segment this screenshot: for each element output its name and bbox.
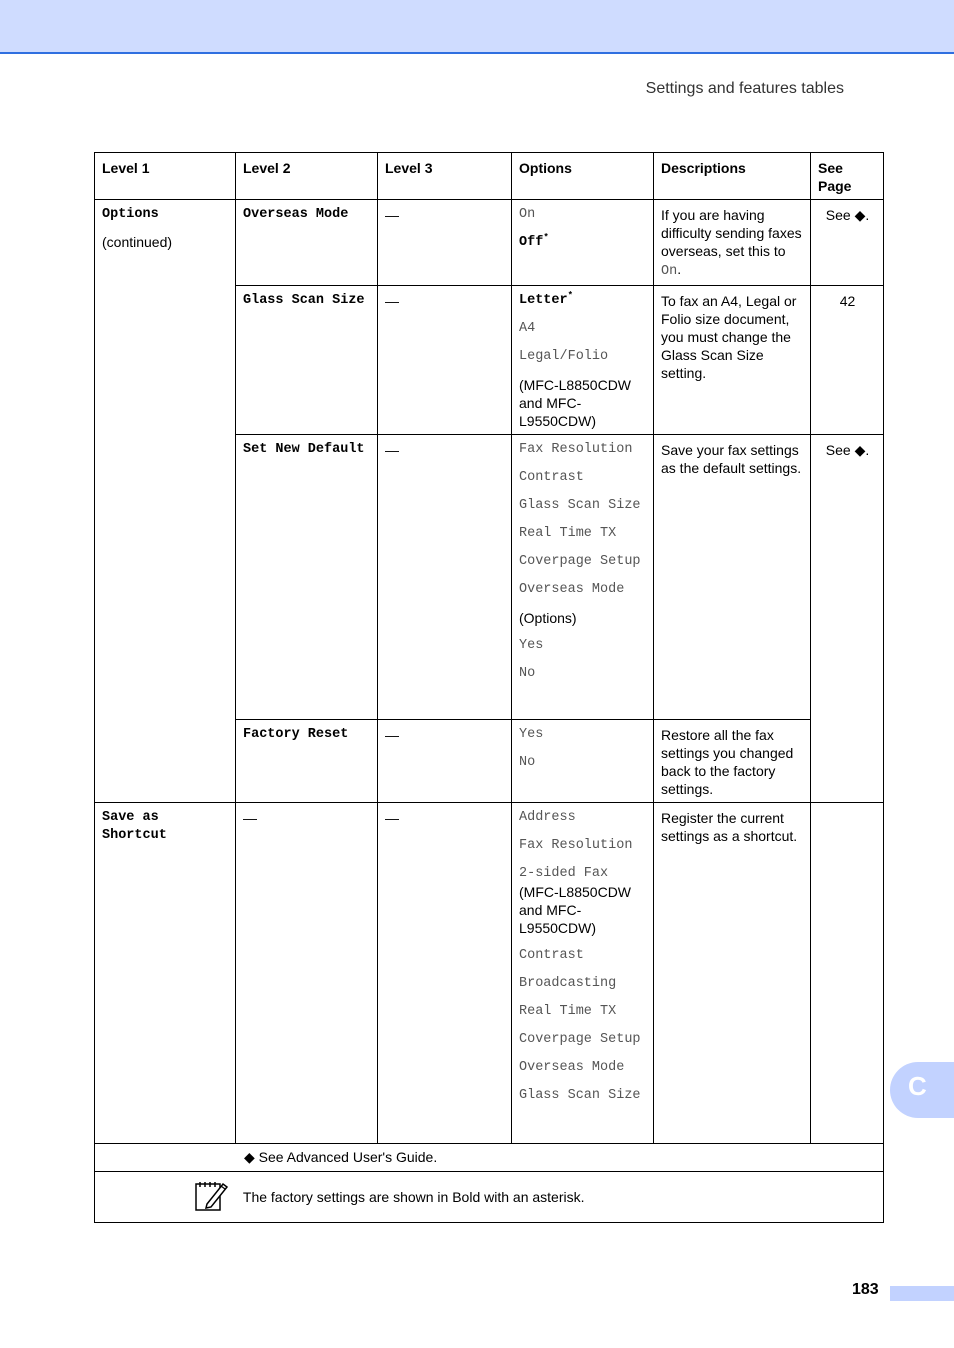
level2-cell (236, 720, 378, 803)
see-page-cell: See ◆. (811, 435, 884, 803)
option-item: Yes (519, 638, 544, 653)
options-cell (512, 803, 654, 1144)
level1-continued: (continued) (102, 234, 173, 250)
option-item: Broadcasting (519, 976, 617, 991)
level2-label: Set New Default (243, 442, 365, 457)
footnote-row (95, 1144, 884, 1172)
settings-table (94, 152, 884, 1223)
header-level3: Level 3 (378, 153, 512, 200)
level2-cell (236, 286, 378, 435)
level1-options-label: Options (102, 207, 159, 222)
description-code: On (661, 264, 678, 279)
level2-cell (236, 435, 378, 720)
see-page-cell (811, 803, 884, 1144)
see-page-cell: See ◆. (811, 200, 884, 286)
option-item: Fax Resolution (519, 442, 633, 457)
description-cell: Save your fax settings as the default settings. (654, 435, 811, 720)
option-item: Contrast (519, 470, 584, 485)
option-item: Glass Scan Size (519, 1088, 641, 1103)
description-cell: To fax an A4, Legal or Folio size document, you must change the Glass Scan Size setting. (654, 286, 811, 435)
table-row (95, 803, 884, 1144)
page-number-bar (890, 1286, 954, 1301)
option-item: Yes (519, 727, 544, 742)
option-item: Contrast (519, 948, 584, 963)
default-asterisk: * (543, 232, 549, 243)
header-descriptions: Descriptions (654, 153, 811, 200)
level2-cell: — (236, 803, 378, 1144)
level2-cell (236, 200, 378, 286)
footnote-text: ◆ See Advanced User's Guide. (244, 1149, 438, 1165)
option-item: Real Time TX (519, 526, 617, 541)
level3-cell: — (378, 286, 512, 435)
option-item: Glass Scan Size (519, 498, 641, 513)
header-see-page (811, 153, 884, 200)
header-level1: Level 1 (95, 153, 236, 200)
description-text: If you are having difficulty sending faxes overseas, set this to (661, 207, 802, 259)
option-item-label: Letter (519, 293, 568, 308)
table-header-row (95, 153, 884, 200)
header-see: See (818, 160, 843, 176)
options-cell (512, 435, 654, 720)
option-item: Address (519, 810, 576, 825)
table-row (95, 200, 884, 286)
level2-label: Factory Reset (243, 727, 349, 742)
option-item: Overseas Mode (519, 1060, 625, 1075)
option-item-label: Off (519, 235, 544, 250)
option-item: Coverpage Setup (519, 1032, 641, 1047)
pencil-note-icon (193, 1178, 229, 1216)
option-item: No (519, 755, 536, 770)
option-item: On (519, 207, 536, 222)
note-row (95, 1172, 884, 1223)
option-item-default (519, 292, 647, 310)
level1-shortcut-cell (95, 803, 236, 1144)
options-note: (Options) (519, 610, 577, 626)
option-item: A4 (519, 321, 536, 336)
description-end: . (677, 261, 682, 277)
header-options: Options (512, 153, 654, 200)
description-cell: Register the current settings as a shortcut. (654, 803, 811, 1144)
option-item: Coverpage Setup (519, 554, 641, 569)
options-cell (512, 720, 654, 803)
level3-cell: — (378, 803, 512, 1144)
level3-cell: — (378, 720, 512, 803)
see-page-cell: 42 (811, 286, 884, 435)
options-cell (512, 200, 654, 286)
top-band (0, 0, 954, 54)
options-note: (MFC-L8850CDW and MFC-L9550CDW) (519, 884, 632, 936)
level1-options-cell (95, 200, 236, 803)
level2-label: Overseas Mode (243, 207, 349, 222)
default-asterisk: * (567, 290, 574, 301)
level2-label: Glass Scan Size (243, 293, 365, 308)
header-level2: Level 2 (236, 153, 378, 200)
level3-cell: — (378, 435, 512, 720)
chapter-tab-letter: C (908, 1071, 927, 1101)
note-cell (95, 1172, 884, 1223)
description-cell (654, 200, 811, 286)
option-item: Real Time TX (519, 1004, 617, 1019)
level1-shortcut-label: Save as Shortcut (102, 810, 167, 843)
level3-cell: — (378, 200, 512, 286)
description-cell: Restore all the fax settings you changed back to the factory settings. (654, 720, 811, 803)
option-item: Fax Resolution (519, 838, 633, 853)
note-text: The factory settings are shown in Bold with an asterisk. (242, 1189, 585, 1205)
option-item: Legal/Folio (519, 349, 609, 364)
option-item: 2-sided Fax (519, 866, 609, 881)
option-item: Overseas Mode (519, 582, 625, 597)
header-page: Page (818, 178, 852, 194)
page-number: 183 (852, 1281, 879, 1298)
option-item: No (519, 666, 536, 681)
page-header-title: Settings and features tables (645, 80, 844, 97)
footnote-cell (95, 1144, 884, 1172)
options-note: (MFC-L8850CDW and MFC-L9550CDW) (519, 377, 632, 429)
chapter-tab[interactable] (890, 1062, 954, 1118)
options-cell (512, 286, 654, 435)
option-item-default (519, 234, 647, 252)
